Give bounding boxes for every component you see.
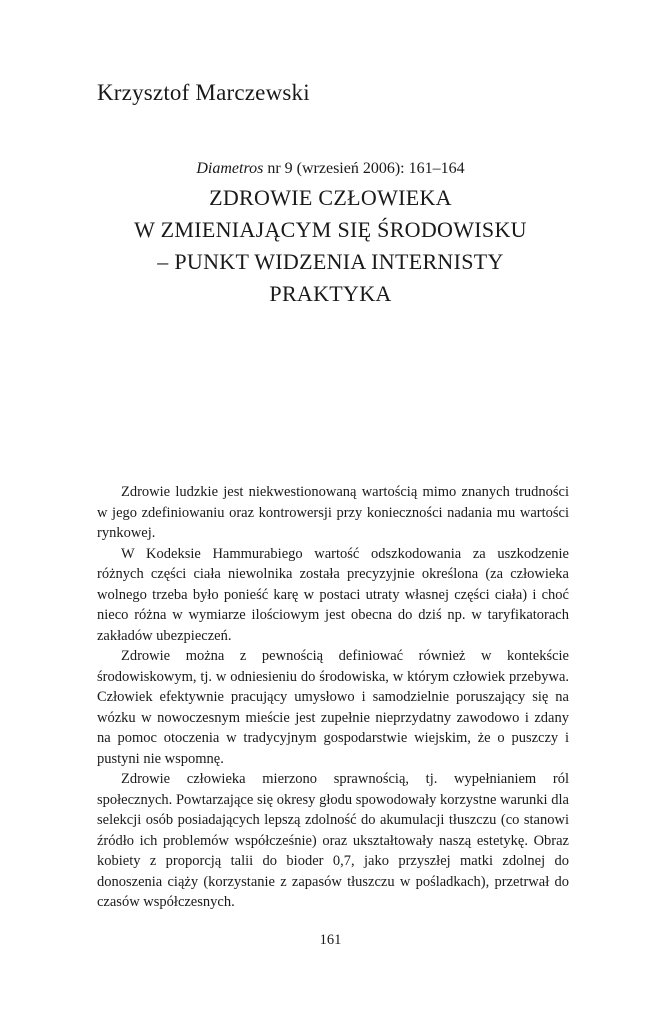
journal-name: Diametros xyxy=(196,160,264,177)
paragraph: Zdrowie ludzkie jest niekwestionowaną wartością mimo znanych trudności w jego zdefiniowaniu oraz kontrowersji przy konieczności nadania mu wartości rynkowej. xyxy=(97,484,569,541)
paragraph: Zdrowie człowieka mierzono sprawnością, tj. wypełnianiem ról społecznych. Powtarzające się okresy głodu spowodowały korzystne warunki dla selekcji osób posiadających lepszą zdolność do akumulacji tłuszczu (co stanowi źródło ich problemów współcześnie) oraz ukształtowały naszą estetykę. Obraz kobiety z proporcją talii do bioder 0,7, jako przyszłej matki zdolnej do donoszenia ciąży (korzystanie z zapasów tłuszczu w pośladkach), przetrwał do czasów współczesnych. xyxy=(97,771,569,910)
title-line: – PUNKT WIDZENIA INTERNISTY xyxy=(157,249,504,274)
title-line: PRAKTYKA xyxy=(269,281,392,306)
issue-details: nr 9 (wrzesień 2006): 161–164 xyxy=(263,160,465,177)
article-body xyxy=(97,482,569,913)
paragraph: W Kodeksie Hammurabiego wartość odszkodowania za uszkodzenie różnych części ciała niewolnika została precyzyjnie określona (za człowieka wolnego trzeba było ponieść karę w postaci utraty własnej części ciała) i choć nieco różna w wymiarze ilościowym jest obecna do dziś np. w taryfikatorach zakładów ubezpieczeń. xyxy=(97,545,569,644)
paragraph: Zdrowie można z pewnością definiować również w kontekście środowiskowym, tj. w odniesieniu do środowiska, w którym człowiek przebywa. Człowiek efektywnie pracujący umysłowo i samodzielnie poruszający się na wózku w nowoczesnym mieście jest zupełnie nieprzydatny zawodowo i zdany na pomoc otoczenia w tradycyjnym gospodarstwie wiejskim, że o puszczy i pustyni nie wspomnę. xyxy=(97,648,569,767)
author-name: Krzysztof Marczewski xyxy=(97,80,310,105)
page-number: 161 xyxy=(319,932,342,948)
citation-line xyxy=(0,160,661,178)
title-line: ZDROWIE CZŁOWIEKA xyxy=(209,185,452,210)
article-title xyxy=(60,182,601,310)
title-line: W ZMIENIAJĄCYM SIĘ ŚRODOWISKU xyxy=(134,217,527,242)
